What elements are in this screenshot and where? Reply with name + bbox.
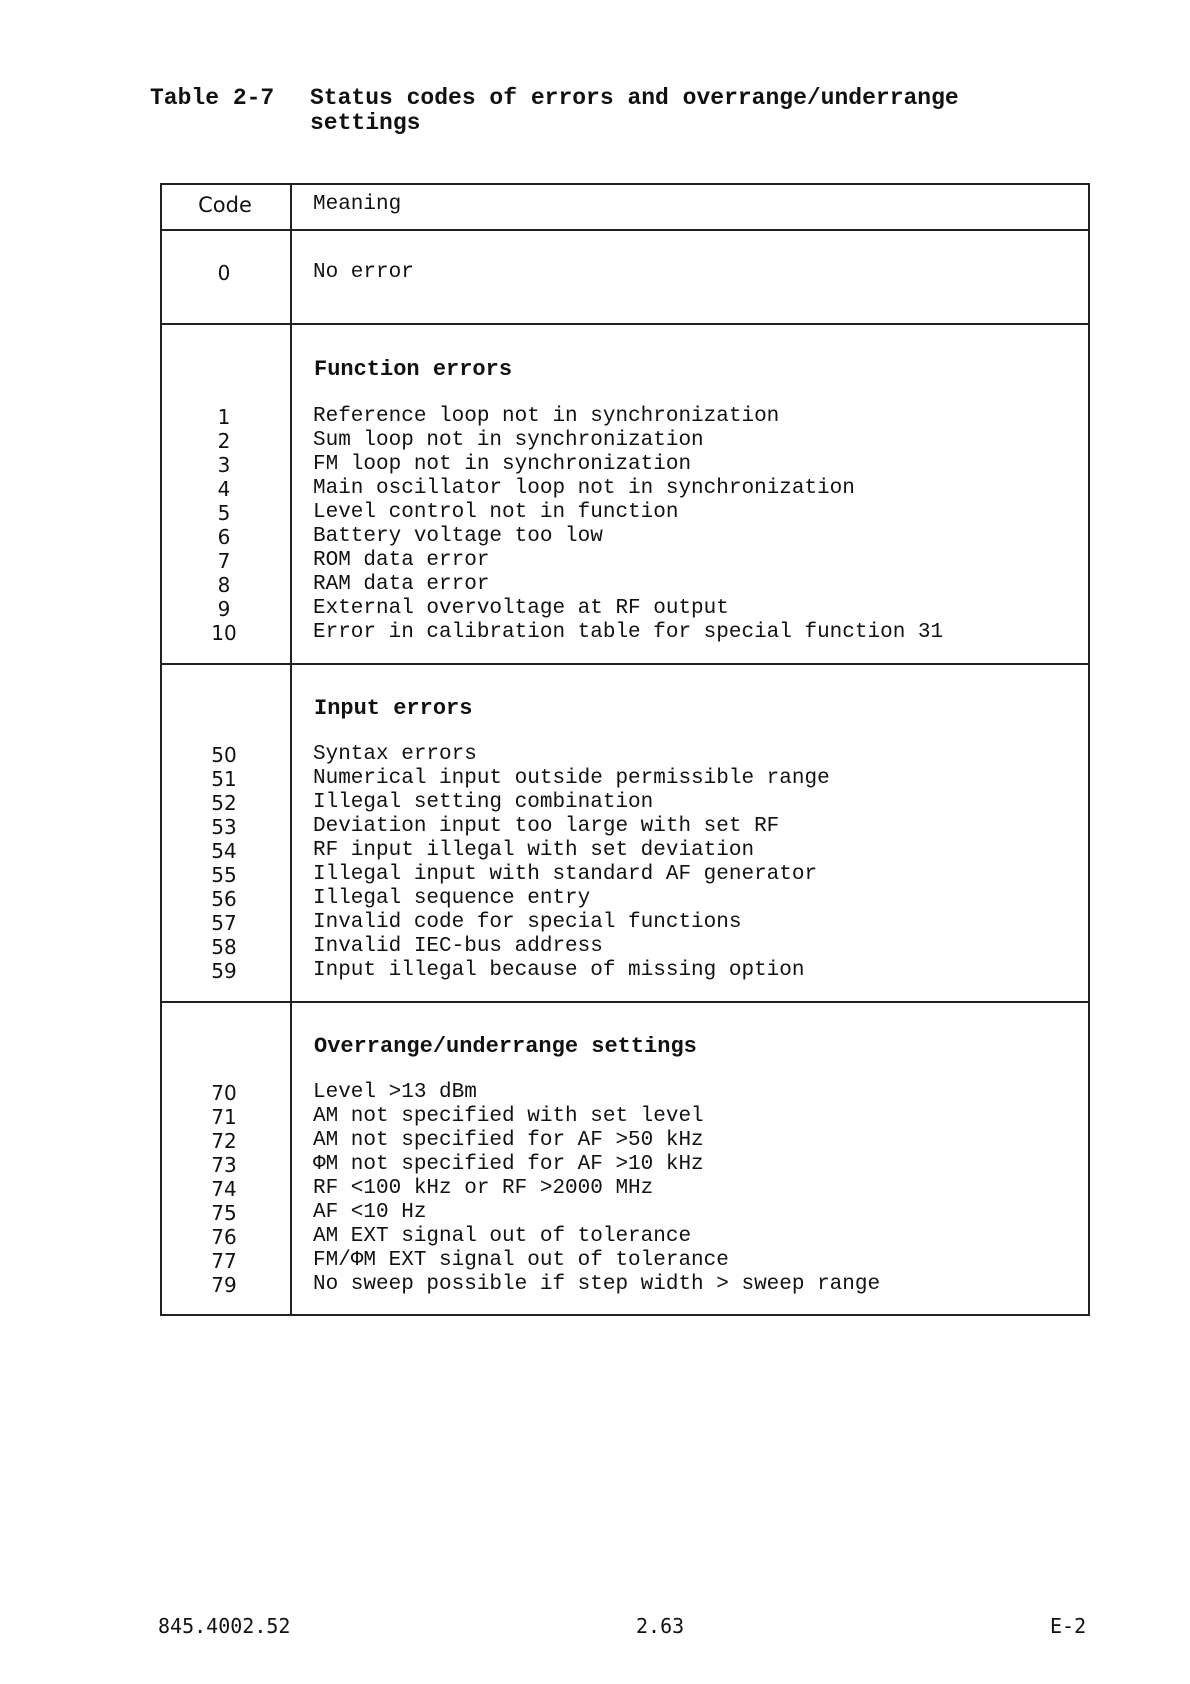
meaning-cell: Level control not in function — [313, 501, 679, 524]
input-error-codes — [160, 743, 288, 983]
page-number: 2.63 — [636, 1614, 685, 1638]
code-cell: 73 — [211, 1153, 237, 1177]
input-errors-divider — [160, 1001, 1088, 1003]
overrange-codes — [160, 1081, 288, 1297]
function-errors-divider — [160, 663, 1088, 665]
edition-label: E-2 — [1050, 1614, 1087, 1638]
meaning-cell: RAM data error — [313, 573, 490, 596]
code-cell: 4 — [217, 477, 231, 501]
meaning-cell: AM EXT signal out of tolerance — [313, 1225, 692, 1248]
meaning-cell: Invalid IEC-bus address — [313, 935, 603, 958]
meaning-cell: Invalid code for special functions — [313, 911, 742, 934]
meaning-cell: FM loop not in synchronization — [313, 453, 692, 476]
meaning-cell: FM/ΦM EXT signal out of tolerance — [313, 1249, 729, 1272]
meaning-cell: Illegal input with standard AF generator — [313, 863, 818, 886]
code-cell: 54 — [211, 839, 237, 863]
code-cell: 75 — [211, 1201, 237, 1225]
code-cell: 2 — [217, 429, 231, 453]
code-cell: 70 — [211, 1081, 237, 1105]
table-top-border — [160, 183, 1088, 185]
function-error-codes — [160, 405, 288, 645]
code-cell: 9 — [217, 597, 231, 621]
code-cell: 3 — [217, 453, 231, 477]
table-right-border — [1088, 183, 1090, 1316]
code-cell: 10 — [211, 621, 237, 645]
overrange-meanings — [313, 1081, 1083, 1297]
code-cell: 7 — [217, 549, 231, 573]
status-codes-table — [160, 183, 1090, 1316]
section-title-function-errors: Function errors — [314, 357, 513, 382]
code-cell: 77 — [211, 1249, 237, 1273]
code-cell: 72 — [211, 1129, 237, 1153]
meaning-cell: AM not specified for AF >50 kHz — [313, 1129, 704, 1152]
code-cell: 6 — [217, 525, 231, 549]
meaning-cell: Reference loop not in synchronization — [313, 405, 780, 428]
code-cell: 5 — [217, 501, 231, 525]
header-meaning: Meaning — [313, 193, 402, 216]
meaning-cell: Syntax errors — [313, 743, 477, 766]
section-title-overrange: Overrange/underrange settings — [314, 1034, 697, 1059]
code-cell: 55 — [211, 863, 237, 887]
meaning-cell: RF <100 kHz or RF >2000 MHz — [313, 1177, 654, 1200]
meaning-cell: AM not specified with set level — [313, 1105, 704, 1128]
code-cell: 56 — [211, 887, 237, 911]
meaning-cell: No error — [313, 261, 414, 284]
meaning-cell: Illegal sequence entry — [313, 887, 591, 910]
meaning-cell: RF input illegal with set deviation — [313, 839, 755, 862]
table-title: Status codes of errors and overrange/underrange settings — [310, 85, 959, 136]
meaning-cell: ΦM not specified for AF >10 kHz — [313, 1153, 704, 1176]
meaning-cell: Numerical input outside permissible range — [313, 767, 830, 790]
meaning-cell: No sweep possible if step width > sweep range — [313, 1273, 881, 1296]
section-title-input-errors: Input errors — [314, 696, 473, 721]
no-error-divider — [160, 323, 1088, 325]
header-code: Code — [198, 193, 252, 217]
code-cell: 53 — [211, 815, 237, 839]
input-error-meanings — [313, 743, 1083, 983]
table-number: Table 2-7 — [150, 85, 275, 111]
code-cell: 51 — [211, 767, 237, 791]
meaning-cell: External overvoltage at RF output — [313, 597, 729, 620]
meaning-cell: Deviation input too large with set RF — [313, 815, 780, 838]
meaning-cell: Error in calibration table for special function 31 — [313, 621, 944, 644]
code-cell: 74 — [211, 1177, 237, 1201]
meaning-cell: Main oscillator loop not in synchronization — [313, 477, 855, 500]
table-bottom-border — [160, 1314, 1088, 1316]
meaning-cell: Input illegal because of missing option — [313, 959, 805, 982]
code-cell: 0 — [217, 261, 231, 285]
code-cell: 59 — [211, 959, 237, 983]
header-divider — [160, 229, 1088, 231]
function-error-meanings — [313, 405, 1083, 645]
code-cell: 58 — [211, 935, 237, 959]
code-cell: 50 — [211, 743, 237, 767]
meaning-cell: ROM data error — [313, 549, 490, 572]
meaning-cell: Illegal setting combination — [313, 791, 654, 814]
meaning-cell: AF <10 Hz — [313, 1201, 427, 1224]
code-cell: 1 — [217, 405, 231, 429]
code-cell: 57 — [211, 911, 237, 935]
code-cell: 52 — [211, 791, 237, 815]
column-divider — [290, 183, 292, 1316]
code-cell: 8 — [217, 573, 231, 597]
code-cell: 76 — [211, 1225, 237, 1249]
meaning-cell: Battery voltage too low — [313, 525, 603, 548]
meaning-cell: Sum loop not in synchronization — [313, 429, 704, 452]
meaning-cell: Level >13 dBm — [313, 1081, 477, 1104]
code-cell: 79 — [211, 1273, 237, 1297]
doc-number: 845.4002.52 — [158, 1614, 291, 1638]
code-cell: 71 — [211, 1105, 237, 1129]
